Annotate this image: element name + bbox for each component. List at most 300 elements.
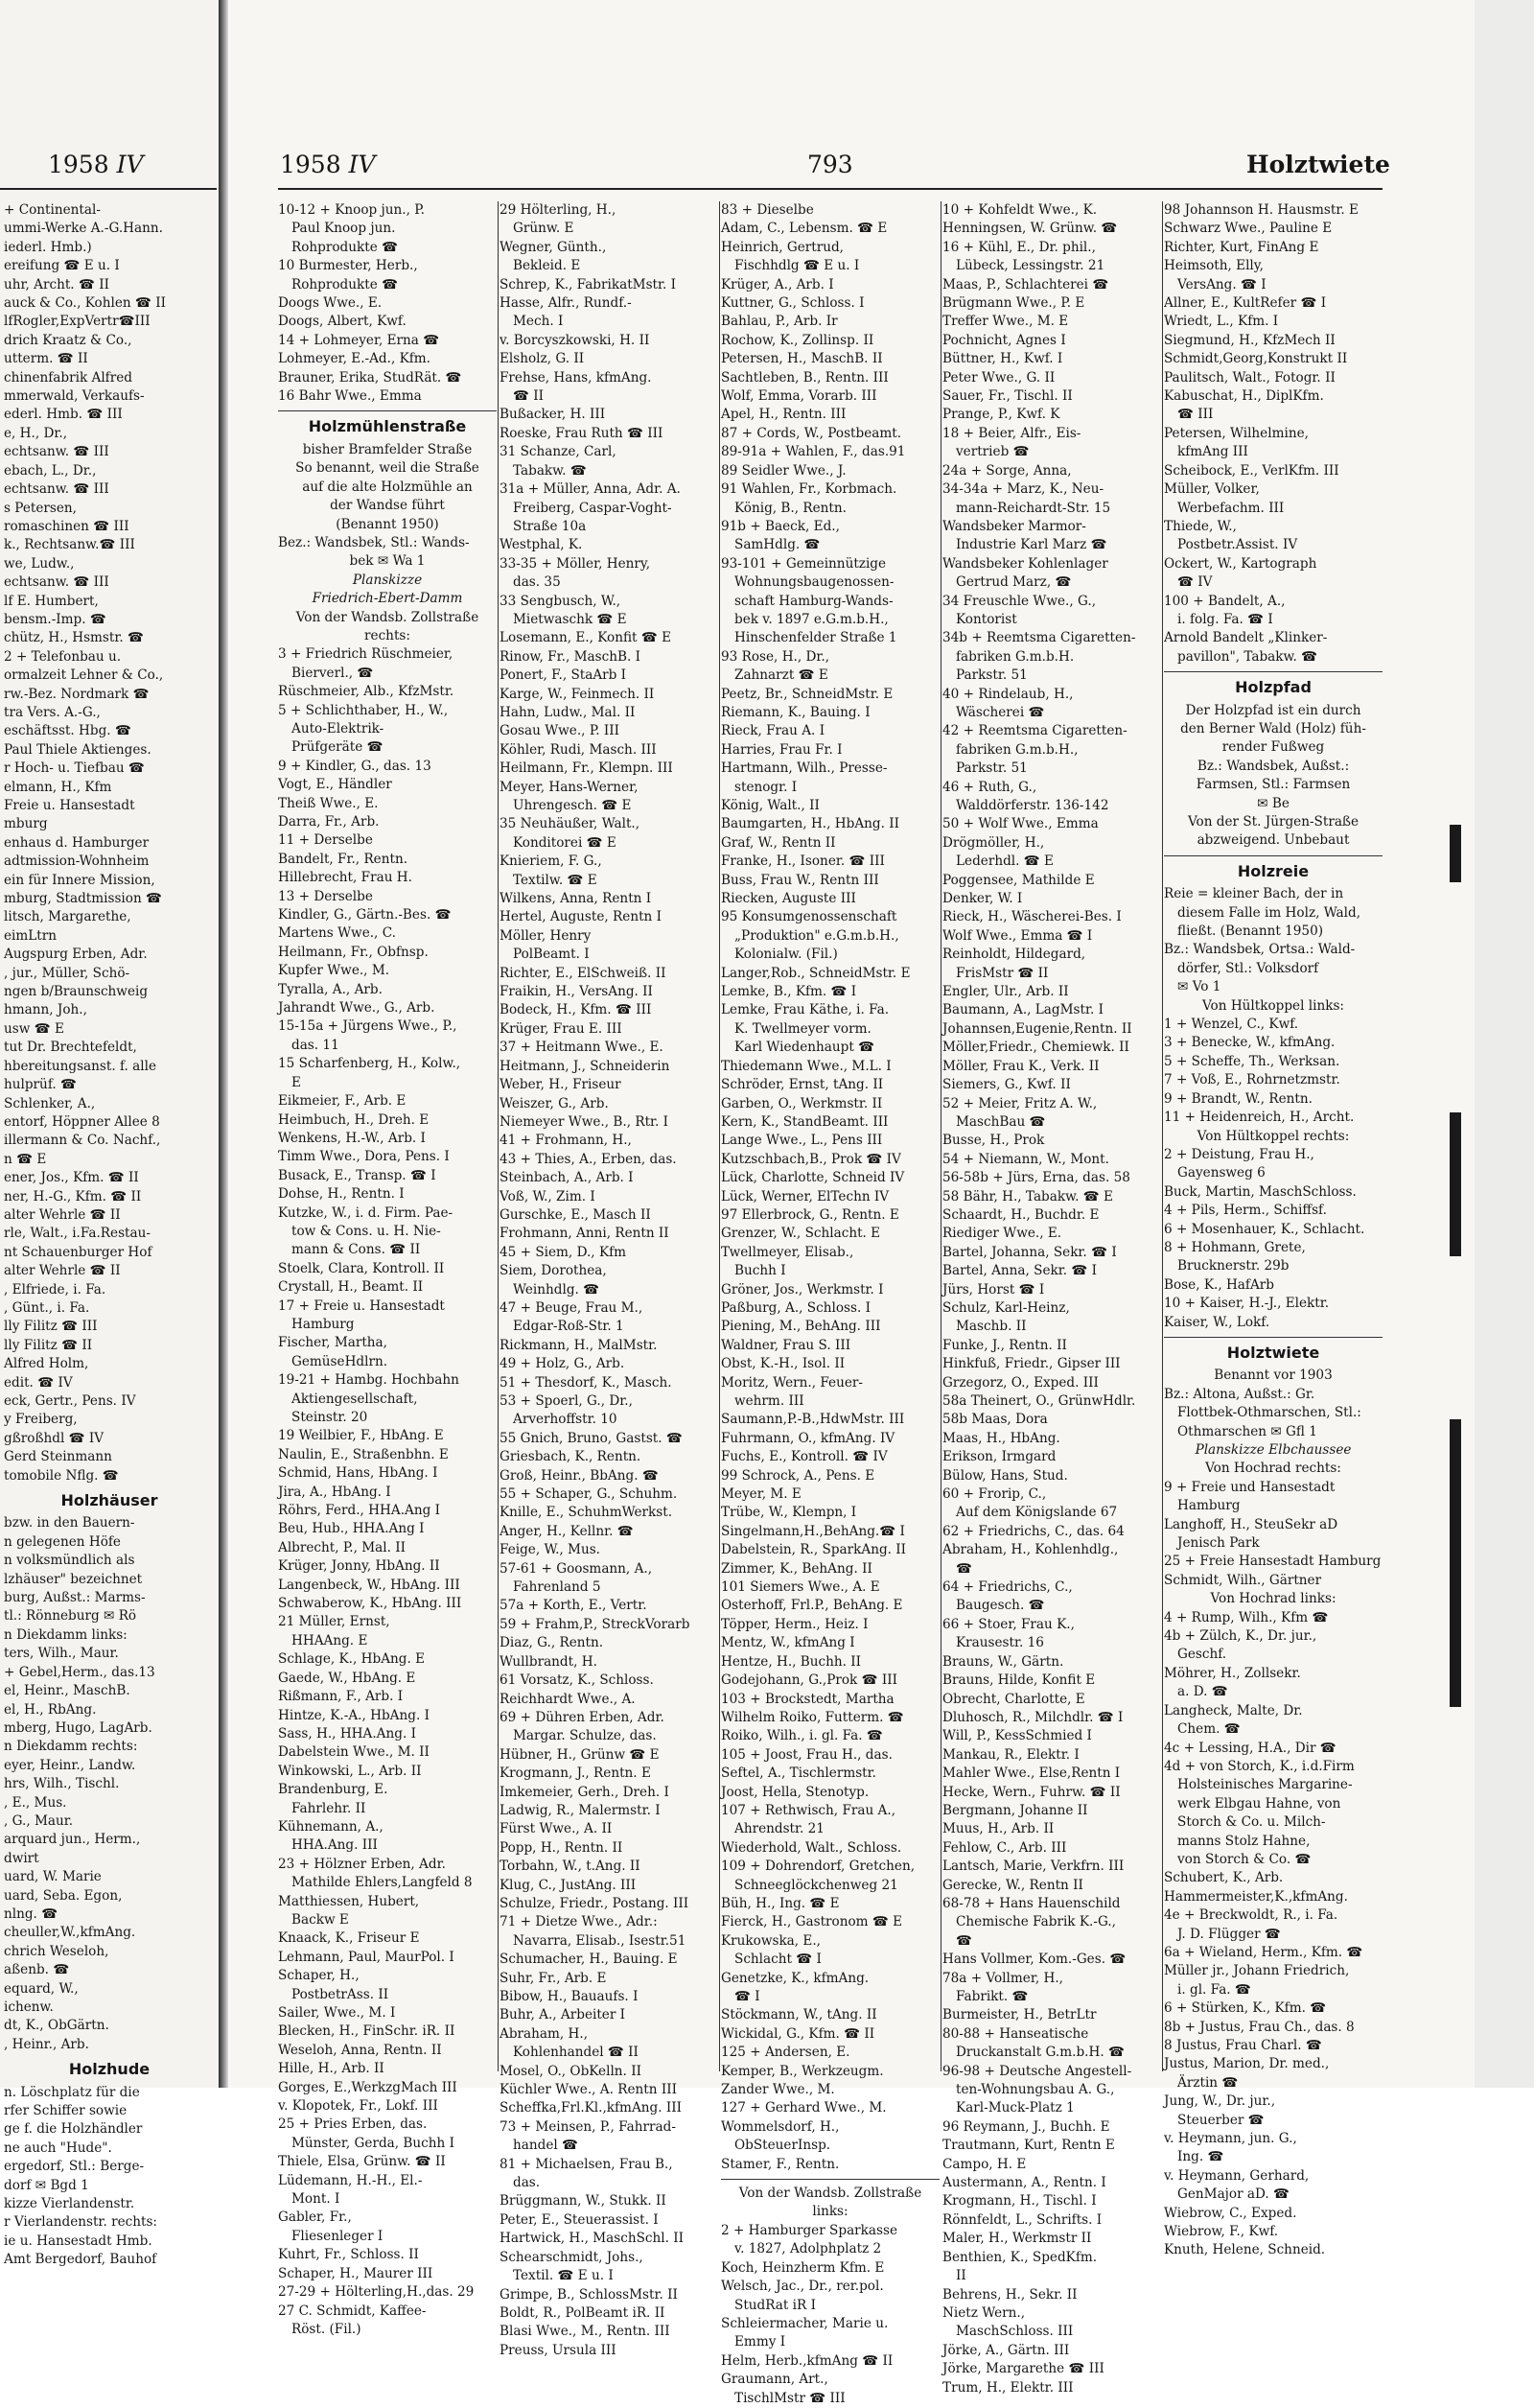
directory-entry: eimLtrn [4,927,58,944]
directory-entry: Theiß Wwe., E. [278,795,379,811]
directory-entry: v. Borcyszkowski, H. II [500,332,650,348]
entry-continuation: Werbefachm. III [1177,500,1285,516]
directory-entry: 35 Neuhäußer, Walt., [500,816,640,832]
directory-entry: , jur., Müller, Schö- [4,965,130,981]
directory-entry: Wiebrow, F., Kwf. [1164,2224,1279,2240]
directory-entry: 71 + Dietze Wwe., Adr.: [500,1914,658,1930]
directory-entry: Muus, H., Arb. II [942,1821,1055,1837]
entry-continuation: Mietwaschk ☎ E [513,611,627,627]
directory-entry: Sailer, Wwe., M. I [278,2005,396,2021]
directory-entry: 93 Rose, H., Dr., [721,648,830,665]
entry-continuation: ten-Wohnungsbau A. G., [956,2082,1115,2098]
directory-entry: n Diekdamm rechts: [4,1739,138,1755]
entry-continuation: Industrie Karl Marz ☎ [956,537,1107,553]
directory-entry: Wickidal, G., Kfm. ☎ II [721,2025,875,2042]
directory-entry: 47 + Beuge, Frau M., [500,1299,643,1316]
directory-entry: Meyer, M. E [721,1486,802,1503]
entry-continuation: vertrieb ☎ [956,444,1030,460]
entry-continuation: Fischhdlg ☎ E u. I [734,258,860,274]
directory-entry: Karge, W., Feinmech. II [500,686,655,702]
directory-entry: Singelmann,H.,BehAng.☎ I [721,1523,905,1539]
directory-entry: 62 + Friedrichs, C., das. 64 [942,1523,1125,1539]
entry-continuation: Backw E [291,1911,349,1928]
entry-continuation: Auf dem Königslande 67 [956,1505,1118,1521]
directory-entry: König, Walt., II [721,798,820,813]
directory-entry: Bülow, Hans, Stud. [942,1467,1068,1484]
directory-entry: Schwaberow, K., HbAng. III [278,1596,462,1612]
header-rule [278,188,1383,190]
directory-column-1 [278,201,497,2337]
directory-entry: Hasse, Alfr., Rundf.- [500,295,632,312]
entry-continuation: Zahnarzt ☎ E [734,667,828,684]
left-header-volume: IV [116,151,144,178]
directory-entry: 2 + Deistung, Frau H., [1164,1146,1314,1162]
directory-entry: 98 Johannson H. Hausmstr. E [1164,202,1359,218]
entry-continuation: Schlacht ☎ I [734,1952,822,1968]
directory-entry: Bz.: Altona, Außst.: Gr. [1164,1386,1315,1402]
entry-continuation: Textil. ☎ E u. I [513,2268,614,2284]
directory-entry: 95 Konsumgenossenschaft [721,909,897,925]
section-note: ✉ Be [1257,795,1290,811]
directory-entry: Reie = kleiner Bach, der in [1164,886,1344,902]
directory-entry: Boldt, R., PolBeamt iR. II [500,2304,665,2321]
directory-entry: Fischer, Martha, [278,1335,387,1351]
directory-entry: 66 + Stoer, Frau K., [942,1616,1075,1632]
directory-entry: Kutzke, W., i. d. Firm. Pae- [278,1204,453,1221]
directory-entry: Knille, E., SchuhmWerkst. [500,1505,673,1521]
street-heading: Holzhude [68,2060,151,2079]
directory-entry: Kern, K., StandBeamt. III [721,1113,889,1130]
plan-reference: Planskizze Elbchaussee [1195,1442,1352,1458]
directory-entry: 19-21 + Hambg. Hochbahn [278,1372,459,1389]
directory-entry: Alfred Holm, [4,1356,89,1372]
entry-continuation: Aktiengesellschaft, [291,1391,418,1407]
directory-entry: Lange Wwe., L., Pens III [721,1133,883,1149]
directory-entry: Möller, Henry [500,927,592,944]
section-note: rechts: [364,627,410,643]
directory-entry: Crystall, H., Beamt. II [278,1279,424,1296]
directory-entry: Gerd Steinmann [4,1449,112,1465]
directory-entry: 58 Bähr, H., Tabakw. ☎ E [942,1188,1113,1204]
directory-entry: 29 Hölterling, H., [500,202,616,218]
directory-entry: Müller jr., Johann Friedrich, [1164,1963,1350,1979]
entry-continuation: Hamburg [1177,1498,1241,1514]
directory-entry: aßenb. ☎ [4,1962,70,1978]
directory-entry: Burmeister, H., BetrLtr [942,2007,1097,2023]
entry-continuation: Parkstr. 51 [956,760,1028,777]
directory-entry: Augspurg Erben, Adr. [4,947,148,963]
directory-entry: Waldner, Frau S. III [721,1337,851,1353]
directory-entry: Denker, W. I [942,891,1023,907]
directory-entry: Brandenburg, E. [278,1782,388,1798]
directory-entry: Möller,Friedr., Chemiewk. II [942,1040,1129,1056]
directory-entry: Hintze, K.-A., HbAng. I [278,1707,430,1723]
directory-entry: Wenkens, H.-W., Arb. I [278,1130,426,1146]
section-note: (Benannt 1950) [336,516,439,532]
directory-entry: Sass, H., HHA.Ang. I [278,1725,416,1742]
entry-continuation: Textilw. ☎ E [513,872,597,888]
directory-entry: 9 + Brandt, W., Rentn. [1164,1090,1313,1107]
entry-continuation: handel ☎ [513,2138,578,2154]
directory-entry: Meyer, Hans-Werner, [500,779,639,795]
entry-continuation: Brucknerstr. 29b [1177,1258,1290,1274]
directory-entry: Kupfer Wwe., M. [278,963,390,979]
directory-entry: Langer,Rob., SchneidMstr. E [721,965,911,981]
directory-entry: Amt Bergedorf, Bauhof [4,2252,157,2268]
directory-entry: ergedorf, Stl.: Berge- [4,2159,145,2175]
directory-entry: Wullbrandt, H. [500,1653,597,1670]
directory-entry: Kindler, G., Gärtn.-Bes. ☎ [278,907,452,923]
directory-entry: el, Heinr., MaschB. [4,1683,130,1699]
entry-continuation: Ing. ☎ [1177,2149,1224,2165]
directory-entry: drich Kraatz & Co., [4,332,132,348]
directory-entry: enhaus d. Hamburger [4,834,150,851]
directory-entry: Ladwig, R., Malermstr. I [500,1802,661,1818]
directory-entry: 27-29 + Hölterling,H.,das. 29 [278,2284,475,2301]
directory-entry: 31 Schanze, Carl, [500,444,616,460]
directory-entry: 57a + Korth, E., Vertr. [500,1598,647,1614]
directory-entry: Bandelt, Fr., Rentn. [278,851,408,867]
directory-entry: Reinholdt, Hildegard, [942,947,1086,963]
directory-entry: 91b + Baeck, Ed., [721,518,840,534]
directory-entry: Bose, K., HafArb [1164,1276,1274,1293]
directory-entry: Mentz, W., kfmAng I [721,1635,855,1651]
directory-entry: 17 + Freie u. Hansestadt [278,1298,445,1314]
entry-continuation: bek v. 1897 e.G.m.b.H., [734,611,889,627]
directory-entry: Schulz, Karl-Heinz, [942,1299,1070,1316]
directory-entry: 4 + Rump, Wilh., Kfm ☎ [1164,1609,1329,1625]
entry-continuation: pavillon", Tabakw. ☎ [1177,648,1318,665]
directory-entry: Petersen, H., MaschB. II [721,351,883,367]
left-header-rule [0,188,217,190]
directory-entry: + Continental- [4,202,101,218]
directory-entry: Justus, Marion, Dr. med., [1164,2056,1330,2072]
directory-entry: 6a + Wieland, Herm., Kfm. ☎ [1164,1944,1363,1960]
directory-entry: Twellmeyer, Elisab., [721,1244,854,1260]
directory-entry: chinenfabrik Alfred [4,369,132,386]
directory-entry: Schaper, H., Maurer III [278,2265,433,2281]
directory-entry: Saumann,P.-B.,HdwMstr. III [721,1412,905,1428]
directory-entry: Timm Wwe., Dora, Pens. I [278,1149,450,1165]
directory-entry: 34-34a + Marz, K., Neu- [942,481,1104,498]
directory-entry: Obrecht, Charlotte, E [942,1691,1085,1707]
directory-entry: utterm. ☎ II [4,351,88,367]
entry-continuation: Buchh I [734,1263,786,1279]
directory-entry: Imkemeier, Gerh., Dreh. I [500,1784,669,1800]
directory-entry: mmerwald, Verkaufs- [4,388,145,405]
directory-entry: ener, Jos., Kfm. ☎ II [4,1170,139,1186]
entry-continuation: stenogr. I [734,779,798,795]
directory-entry: Lück, Werner, ElTechn IV [721,1188,890,1204]
left-page-column [4,201,215,2268]
entry-continuation: das. 11 [291,1037,339,1053]
directory-entry: Hille, H., Arb. II [278,2061,384,2077]
entry-continuation: Krausestr. 16 [956,1635,1044,1651]
directory-entry: 4d + von Storch, K., i.d.Firm [1164,1758,1355,1774]
directory-entry: dt, K., ObGärtn. [4,2018,109,2034]
directory-entry: Bahlau, P., Arb. Ir [721,314,838,330]
directory-entry: Reichhardt Wwe., A. [500,1691,636,1707]
directory-entry: 8 + Hohmann, Grete, [1164,1239,1306,1255]
directory-entry: 58b Maas, Dora [942,1412,1048,1428]
section-note: Von der St. Jürgen-Straße [1187,814,1360,830]
directory-entry: Joost, Hella, Stenotyp. [721,1784,870,1800]
directory-entry: Fehlow, C., Arb. III [942,1839,1067,1856]
directory-entry: , Heinr., Arb. [4,2036,89,2052]
directory-entry: 78a + Vollmer, H., [942,1970,1063,1986]
directory-entry: Graumann, Art., [721,2372,828,2388]
entry-continuation: werk Elbgau Hahne, von [1177,1795,1341,1812]
directory-entry: Apel, H., Rentn. III [721,407,847,423]
directory-entry: ebach, L., Dr., [4,462,97,479]
entry-continuation: ☎ II [513,388,544,405]
directory-entry: 49 + Holz, G., Arb. [500,1356,625,1372]
directory-entry: k., Rechtsanw.☎ III [4,537,135,553]
directory-entry: Scheibock, E., VerlKfm. III [1164,462,1339,479]
entry-continuation: Prüfgeräte ☎ [291,739,384,756]
directory-entry: Krogmann, J., Rentn. E [500,1765,651,1782]
directory-entry: Brauns, W., Gärtn. [942,1653,1064,1670]
entry-continuation: manns Stolz Hahne, [1177,1833,1311,1849]
directory-entry: adtmission-Wohnheim [4,853,150,870]
entry-continuation: v. 1827, Adolphplatz 2 [734,2241,882,2257]
entry-continuation: Gertrud Marz, ☎ [956,574,1072,591]
entry-continuation: Konditorei ☎ E [513,834,616,851]
directory-entry: Schubert, K., Arb. [1164,1870,1284,1886]
directory-entry: Frehse, Hans, kfmAng. [500,369,652,386]
directory-entry: Diaz, G., Rentn. [500,1635,604,1651]
directory-entry: Wommelsdorf, H., [721,2118,840,2135]
directory-entry: 34b + Reemtsma Cigaretten- [942,630,1136,646]
entry-continuation: Fliesenleger I [291,2228,384,2244]
directory-entry: 19 Weilbier, F., HbAng. E [278,1428,444,1444]
directory-entry: Gaede, W., HbAng. E [278,1670,416,1686]
directory-entry: echtsanw. ☎ III [4,574,109,591]
entry-continuation: Geschf. [1177,1647,1227,1663]
directory-entry: Schmidt,Georg,Konstrukt II [1164,351,1348,367]
directory-entry: equard, W., [4,1980,79,1997]
directory-entry: lf E. Humbert, [4,593,99,609]
section-note: links: [812,2204,848,2220]
directory-entry: ereifung ☎ E u. I [4,258,120,274]
directory-entry: Möller, Frau K., Verk. II [942,1058,1100,1074]
directory-entry: Jürs, Horst ☎ I [942,1281,1045,1298]
directory-entry: Richter, E., ElSchweiß. II [500,965,666,981]
directory-entry: Thiele, Elsa, Grünw. ☎ II [278,2154,446,2170]
directory-entry: Schwarz Wwe., Pauline E [1164,221,1333,237]
directory-entry: Feige, W., Mus. [500,1542,600,1558]
directory-entry: 11 + Heidenreich, H., Archt. [1164,1110,1355,1126]
directory-entry: Welsch, Jac., Dr., rer.pol. [721,2279,884,2295]
entry-continuation: Kohlenhandel ☎ II [513,2045,639,2061]
directory-entry: Schmidt, Wilh., Gärtner [1164,1572,1322,1588]
page-header-year: 1958 [280,151,341,178]
entry-continuation: fließt. (Benannt 1950) [1177,923,1324,940]
directory-entry: chrich Weseloh, [4,1943,109,1959]
directory-entry: Knieriem, F. G., [500,853,602,870]
section-note: render Fußweg [1221,739,1325,756]
directory-entry: 57-61 + Goosmann, A., [500,1560,653,1577]
directory-entry: Hinkfuß, Friedr., Gipser III [942,1356,1121,1372]
directory-entry: Bergmann, Johanne II [942,1802,1088,1818]
directory-entry: 18 + Beier, Alfr., Eis- [942,425,1081,441]
directory-entry: 2 + Telefonbau u. [4,648,122,665]
directory-entry: Heilmann, Fr., Klempn. III [500,760,673,777]
directory-entry: ummi-Werke A.-G.Hann. [4,221,163,237]
directory-entry: 51 + Thesdorf, K., Masch. [500,1374,672,1391]
directory-entry: 100 + Bandelt, A., [1164,593,1286,609]
directory-entry: Gurschke, E., Masch II [500,1206,651,1223]
directory-entry: illermann & Co. Nachf., [4,1133,161,1149]
directory-entry: Abraham, H., Kohlenhdlg., [942,1542,1119,1558]
entry-continuation: Ahrendstr. 21 [734,1821,825,1837]
entry-continuation: GenMajor aD. ☎ [1177,2186,1290,2203]
entry-continuation: Tabakw. ☎ [513,462,587,479]
entry-continuation: Straße 10a [513,518,587,534]
entry-continuation: Chemische Fabrik K.-G., [956,1914,1116,1930]
directory-entry: n Diekdamm links: [4,1626,128,1643]
directory-entry: Möhrer, H., Zollsekr. [1164,1665,1301,1681]
entry-continuation: Freiberg, Caspar-Voght- [513,500,672,516]
entry-continuation: TischlMstr ☎ III [734,2390,846,2406]
entry-continuation: K. Twellmeyer vorm. [734,1020,872,1037]
directory-entry: lzhäuser" bezeichnet [4,1571,143,1587]
directory-entry: Jung, W., Dr. jur., [1164,2093,1276,2110]
directory-entry: Knaack, K., Friseur E [278,1930,420,1947]
directory-entry: 83 + Dieselbe [721,202,814,218]
directory-entry: Adam, C., Lebensm. ☎ E [721,221,888,237]
directory-entry: Hammermeister,K.,kfmAng. [1164,1888,1348,1905]
directory-entry: 8 Justus, Frau Charl. ☎ [1164,2038,1322,2053]
directory-entry: Busse, H., Prok [942,1133,1045,1149]
directory-entry: 52 + Meier, Fritz A. W., [942,1095,1098,1111]
directory-entry: 25 + Pries Erben, das. [278,2116,428,2133]
section-note: bek ✉ Wa 1 [349,553,426,570]
entry-continuation: MaschSchloss. III [956,2324,1074,2340]
directory-entry: Busack, E., Transp. ☎ I [278,1167,436,1183]
section-note: Farmsen, Stl.: Farmsen [1196,777,1351,793]
directory-entry: Voß, W., Zim. I [500,1188,595,1204]
directory-entry: 42 + Reemtsma Cigaretten- [942,723,1127,739]
directory-entry: Müller, Volker, [1164,481,1260,498]
directory-entry: litsch, Margarethe, [4,909,131,925]
directory-entry: 4c + Lessing, H.A., Dir ☎ [1164,1740,1336,1756]
directory-entry: Jahrandt Wwe., G., Arb. [278,1000,435,1017]
directory-entry: Kühnemann, A., [278,1818,384,1835]
directory-entry: tomobile Nflg. ☎ [4,1467,119,1484]
directory-entry: Helm, Herb.,kfmAng ☎ II [721,2352,894,2369]
directory-entry: Blecken, H., FinSchr. iR. II [278,2023,455,2040]
directory-entry: 96-98 + Deutsche Angestell- [942,2063,1132,2079]
entry-continuation: Fahrenland 5 [513,1579,601,1596]
directory-entry: Erikson, Irmgard [942,1449,1057,1465]
directory-entry: Fuhrmann, O., kfmAng. IV [721,1430,895,1446]
directory-entry: Wolf, Emma, Vorarb. III [721,388,877,405]
entry-continuation: Lederhdl. ☎ E [956,853,1054,870]
directory-entry: 97 Ellerbrock, G., Rentn. E [721,1206,899,1223]
directory-entry: Thiedemann Wwe., M.L. I [721,1058,892,1074]
directory-entry: Hentze, H., Buchh. II [721,1653,862,1670]
entry-continuation: i. folg. Fa. ☎ I [1177,611,1273,627]
directory-entry: Fierck, H., Gastronom ☎ E [721,1914,903,1930]
directory-entry: 99 Schrock, A., Pens. E [721,1467,875,1484]
directory-entry: hmann, Joh., [4,1002,87,1018]
directory-entry: Kuhrt, Fr., Schloss. II [278,2247,419,2263]
directory-entry: Wandsbeker Marmor- [942,518,1086,534]
directory-entry: dorf ✉ Bgd 1 [4,2177,89,2193]
directory-entry: Gabler, Fr., [278,2209,352,2226]
directory-entry: Naulin, E., Straßenbhn. E [278,1446,449,1462]
edge-mark [1450,825,1461,882]
entry-continuation: Lübeck, Lessingstr. 21 [956,258,1105,274]
section-rule [1164,1337,1383,1338]
directory-entry: Grenzer, W., Schlacht. E [721,1226,881,1242]
directory-entry: Engler, Ulr., Arb. II [942,984,1069,1000]
directory-entry: r Vierlandenstr. rechts: [4,2214,158,2231]
directory-entry: Weseloh, Anna, Rentn. II [278,2042,442,2058]
directory-entry: auck & Co., Kohlen ☎ II [4,295,166,312]
directory-entry: Sauer, Fr., Tischl. II [942,388,1073,405]
entry-continuation: Gayensweg 6 [1177,1165,1266,1181]
directory-entry: Fuchs, E., Kontroll. ☎ IV [721,1449,888,1465]
directory-entry: Darra, Fr., Arb. [278,814,380,830]
directory-entry: Paul Thiele Aktienges. [4,741,151,758]
directory-entry: n. Löschplatz für die [4,2084,140,2100]
directory-entry: eyer, Heinr., Landw. [4,1757,136,1773]
directory-entry: Abraham, H., [500,2025,589,2042]
directory-entry: iederl. Hmb.) [4,239,92,255]
entry-continuation: Karl Wiedenhaupt ☎ [734,1040,875,1056]
directory-entry: Brauner, Erika, StudRät. ☎ [278,369,462,386]
entry-continuation: Bierverl., ☎ [291,665,374,681]
directory-entry: Stamer, F., Rentn. [721,2156,840,2172]
directory-entry: 60 + Frorip, C., [942,1486,1047,1503]
directory-entry: Freie u. Hansestadt [4,798,135,813]
entry-continuation: Flottbek-Othmarschen, Stl.: [1177,1405,1361,1421]
directory-entry: 34 Freuschle Wwe., G., [942,593,1097,609]
directory-entry: uard, Seba. Egon, [4,1887,123,1904]
directory-entry: 93-101 + Gemeinnützige [721,555,887,572]
directory-entry: Westphal, K. [500,537,583,553]
entry-continuation: diesem Falle im Holz, Wald, [1177,904,1361,921]
directory-entry: 68-78 + Hans Hauenschild [942,1895,1121,1911]
directory-entry: e, H., Dr., [4,425,68,441]
directory-entry: Heilmann, Fr., Obfnsp. [278,944,429,960]
edge-mark [1450,1419,1461,1707]
directory-entry: 55 + Schaper, G., Schuhm. [500,1486,678,1503]
entry-continuation: ☎ I [734,1989,760,2004]
directory-entry: Langheck, Malte, Dr. [1164,1702,1303,1718]
directory-entry: Griesbach, K., Rentn. [500,1449,641,1465]
directory-entry: Elsholz, G. II [500,351,585,367]
entry-continuation: ✉ Vo 1 [1177,979,1221,995]
entry-continuation: Maschb. II [956,1319,1027,1335]
directory-entry: 53 + Spoerl, G., Dr., [500,1393,633,1409]
directory-entry: 11 + Derselbe [278,832,373,849]
directory-entry: 16 + Kühl, E., Dr. phil., [942,239,1096,255]
directory-entry: Kuttner, G., Schloss. I [721,295,865,312]
directory-entry: cheuller,W.,kfmAng. [4,1925,136,1941]
directory-entry: Hans Vollmer, Kom.-Ges. ☎ [942,1952,1127,1968]
column-divider [1162,201,1163,2071]
entry-continuation: ☎ IV [1177,574,1213,591]
directory-entry: ters, Wilh., Maur. [4,1646,119,1662]
directory-entry: s Petersen, [4,500,77,516]
directory-entry: Lantsch, Marie, Verkfrn. III [942,1859,1125,1875]
directory-entry: Richter, Kurt, FinAng E [1164,239,1319,255]
directory-entry: Zimmer, K., BehAng. II [721,1560,872,1577]
directory-entry: mberg, Hugo, LagArb. [4,1719,152,1736]
